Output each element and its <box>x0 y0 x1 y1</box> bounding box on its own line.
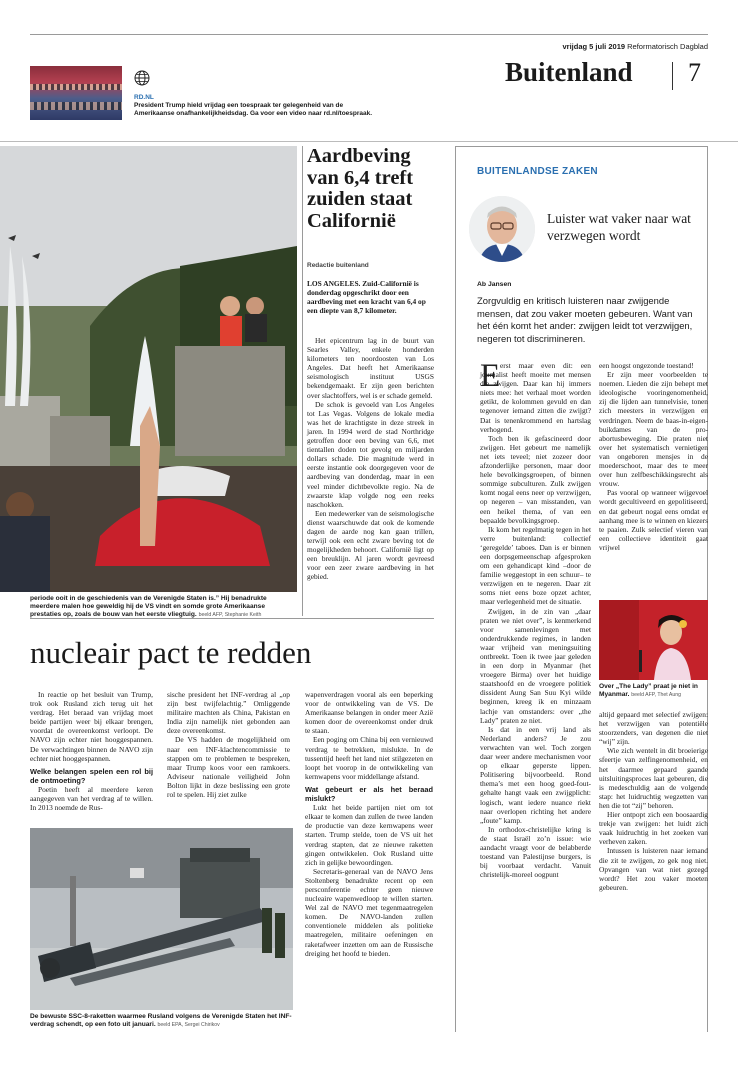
photo-missile <box>30 828 293 1010</box>
column-paragraph: Er zijn meer voorbeelden te noemen. Lieden die zijn behept met ideologische vooringenomenheid, zij die lijden aan tunnelvisie, tonen zich meesters in verzwijgen en verdringen. Neem de baas-in-eigen-buikdames van de pro-abortusbeweging. Die praten niet over het systematisch vernietigen van ongeboren mensjes in de moederschoot, maar des te meer over hun zelfbeschikkingsrecht als vrouw. <box>599 370 708 489</box>
promo-thumbnail[interactable] <box>30 66 122 120</box>
globe-icon <box>134 70 150 86</box>
column-paragraph: een hoogst ongezonde toestand! <box>599 361 694 370</box>
nuclear-col2 <box>167 690 290 799</box>
column-paragraph: Ik kom het regelmatig tegen in het verre buitenland: collectief ‘geregelde’ taboes. Dan is er binnen een dorpsgemeenschap afgesproken om een gehandicapt kind –door de familie weggestopt in een schuur– te verzwijgen en te negeren. Daar zit soms niet eens boze opzet achter, maar verlegenheid met de situatie. <box>480 524 591 607</box>
drop-cap: E <box>480 358 501 394</box>
photo-top <box>0 146 297 592</box>
photo-top-caption: periode ooit in de geschiedenis van de Verenigde Staten is.” Hij benadrukte meerdere malen hoe geweldig hij de VS vindt en somde grote Amerikaanse prestaties op, zoals de bouw van het eerste vliegtuig. beeld AFP, Stephanie Keith <box>30 595 267 619</box>
column-paragraph: altijd gepaard met selectief zwijgen: het verzwijgen van potentiële stoorzenders, van degenen die niet “wij” zijn. <box>599 710 708 747</box>
column-paragraph: Is dat in een vrij land als Nederland anders? Je zou verwachten van wel. Toch zorgen daar weer andere mechanismen voor op elkaar geperste lippen. Politisering bijvoorbeeld. Rond thema’s met een hoog goed-fout-gehalte hangt vaak een zwijgplicht: logisch, want iedere nuance riekt naar overlopen richting het andere „foute” kamp. <box>480 724 591 825</box>
title-divider <box>672 62 673 90</box>
earthquake-body <box>307 336 434 582</box>
nuclear-paragraph: In reactie op het besluit van Trump, trok ook Rusland zich terug uit het verdrag. Het beraad van vrijdag moet beide partijen weer bij elkaar brengen, voordat de overeenkomst verloopt. De NAVO zijn echter niet hooggespannen. De verwachtingen binnen de NAVO zijn echter niet hooggespannen. <box>30 690 153 763</box>
column-label: BUITENLANDSE ZAKEN <box>477 166 598 177</box>
nuclear-subhead: Welke belangen spelen een rol bij de ontmoeting? <box>30 766 153 785</box>
earthquake-divider <box>302 146 303 616</box>
top-rule <box>30 34 708 35</box>
column-title: Luister wat vaker naar wat verzwegen wordt <box>547 211 691 243</box>
earthquake-paragraph: De schok is gevoeld van Los Angeles tot Las Vegas. Volgens de lokale media was het de krachtigste in deze streek in jaren. In 1994 werd de stad Northridge getroffen door een beving van 6,6, met tientallen doden tot gevolg en miljarden dollars schade. Die magnitude werd in eerste instantie ook doorgegeven voor de aardbeving van donderdag, maar in een veel minder dichtbevolkte regio. Na de zwaarste klap volgde nog een reeks naschokken. <box>307 399 434 509</box>
nuclear-paragraph: sische president het INF-verdrag al „op zijn best twijfelachtig.” Omliggende militaire machten als China, Pakistan en India zijn namelijk niet gebonden aan deze overeenkomst. <box>167 690 290 736</box>
column-paragraph: erst maar even dit: een journalist heeft moeite met mensen die zwijgen. Daar kan hij immers niets mee: het verhaal moet worden getikt, de kolommen gevuld en dan tegenover iemand zitten die zwijgt? Dat is tenenkrommend en hartslag verhogend. <box>480 361 591 434</box>
column-paragraph: Zwijgen, in de zin van „daar praten we niet over”, is kenmerkend voor samenlevingen met onderdrukkende regimes, in landen waar vrijheid van meningsuiting ontbreekt. Toen ik twee jaar geleden in een dorp in Myanmar (het vroegere Birma) over het huidige staatshoofd en de vroegere politiek dissident Aung San Suu Kyi wilde beginnen, kreeg ik en minzaam lachje van omstanders: over „the Lady” praten ze niet. <box>480 606 591 725</box>
nuclear-paragraph: wapenverdragen vooral als een beperking voor de ontwikkeling van de VS. De Amerikaanse belangen in onder meer Azië komen door de overeenkomst onder druk te staan. <box>305 690 433 736</box>
photo-missile-caption: De bewuste SSC-8-raketten waarmee Rusland volgens de Verenigde Staten het INF-verdrag schendt, op een foto uit januari. beeld EPA, Sergei Chirikov <box>30 1013 292 1029</box>
column-paragraph: Intussen is luisteren naar iemand die zit te zwijgen, zo gek nog niet. Opvangen van wat niet gezegd wordt? Het zou vaker moeten gebeuren. <box>599 846 708 892</box>
nuclear-col1 <box>30 690 153 812</box>
nuclear-col3 <box>305 690 433 958</box>
photo-lady-caption: Over „The Lady” praat je niet in Myanmar. beeld AFP, Thet Aung <box>599 683 698 699</box>
earthquake-paragraph: Een medewerker van de seismologische dienst waarschuwde dat ook de komende dagen de aarde nog kan gaan trillen, terwijl ook een echt zware beving tot de mogelijkheden behoort. Californië ligt op een breuklijn. Al jaren wordt gevreesd voor een zeer zware aardbeving in het gebied. <box>307 508 434 582</box>
nuclear-paragraph: Een poging om China bij een vernieuwd verdrag te betrekken, mislukte. In de tussentijd heeft het land niet stilgezeten en loopt het voorop in de ontwikkeling van kernwapens voor middellange afstand. <box>305 735 433 781</box>
column-paragraph: Pas vooral op wanneer wijgevoel wordt gecultiveerd en gepolitiseerd, en dat gebeurt nogal eens omdat er aanhang mee is te winnen en kiezers te paaien. Zulk selectief vieren van een collectieve identiteit gaat vrijwel <box>599 488 708 552</box>
promo-rule <box>0 141 738 142</box>
column-col2 <box>599 361 708 552</box>
earthquake-headline: Aardbeving van 6,4 treft zuiden staat Californië <box>307 145 414 232</box>
nuclear-headline: nucleair pact te redden <box>30 635 312 670</box>
column-col2-after <box>599 710 708 892</box>
nuclear-top-rule <box>30 618 434 619</box>
page-number: 7 <box>688 58 701 87</box>
column-col1 <box>480 358 591 880</box>
nuclear-subhead: Wat gebeurt er als het beraad mislukt? <box>305 784 433 804</box>
column-author: Ab Jansen <box>477 281 512 288</box>
earthquake-lead: LOS ANGELES. Zuid-Californië is donderdag opgeschrikt door een aardbeving met een kracht van 6,4 op een diepte van 8,7 kilometer. <box>307 279 426 316</box>
section-title: Buitenland <box>505 57 633 87</box>
column-paragraph: Hier ontpopt zich een boosaardig trekje van zwijgen: het luidt zich vaak luidruchtig in het zoeken van verheven zaken. <box>599 810 708 847</box>
column-paragraph: Wie zich wentelt in dit broeierige sfeertje van zelfingenomenheid, en het daarmee gepaard gaande uitsluitingsproces laat gebeuren, die is medeschuldig aan de volgende stap: het luidruchtig wegzetten van hen die tot “zij” behoren. <box>599 746 708 810</box>
earthquake-paragraph: Het epicentrum lag in de buurt van Searles Valley, enkele honderden kilometers ten noordoosten van Los Angeles. Dat heeft het Amerikaanse seismologisch instituut USGS bekendgemaakt. Er zijn geen berichten over slachtoffers, wel is er schade gemeld. <box>307 336 434 400</box>
nuclear-paragraph: Poetin heeft al meerdere keren aangegeven van het verdrag af te willen. In 2013 noemde de Rus- <box>30 784 153 813</box>
nuclear-paragraph: Lukt het beide partijen niet om tot elkaar te komen dan zullen de twee landen de productie van deze kernwapens weer starten. Trump stelde, toen de VS uit het verdrag stapten, dat ze nieuwe raketten gingen ontwikkelen. Ook Rusland uitte zich in gelijke bewoordingen. <box>305 803 433 867</box>
photo-lady <box>599 600 708 680</box>
author-avatar <box>469 196 535 262</box>
earthquake-byline: Redactie buitenland <box>307 262 369 269</box>
column-paragraph: Toch ben ik gefascineerd door zwijgen. Het gebeurt me namelijk net iets teveel; niet zozeer door afzonderlijke personen, maar door hele bevolkingsgroepen, of binnen sommige subculturen. Zulk zwijgen komt nogal eens neer op verzwijgen, op negeren – van misstanden, van een heikel thema, of van een bepaalde bevolkingsgroep. <box>480 433 591 525</box>
column-paragraph: In orthodox-christelijke kring is de staat Israël zo’n issue: wie aandacht vraagt voor de belabberde toestand van Palestijnse burgers, is bij voorbaat verdacht. Vanuit christelijk-moreel oogpunt <box>480 824 591 880</box>
nuclear-paragraph: De VS hadden de mogelijkheid om naar een INF-klachtencommissie te stappen om te problemen te bespreken, maar Trump koos voor een ramkoers. Adviseur nationale veiligheid John Bolton lijkt in deze beslissing een grote rol te spelen. Hij ziet zulke <box>167 735 290 800</box>
promo-source[interactable]: RD.NL <box>134 94 154 101</box>
column-intro: Zorgvuldig en kritisch luisteren naar zwijgende mensen, dat zou vaker moeten gebeuren. Want van het één komt het ander: zwijgen leidt tot verzwijgen, negeren tot discrimineren. <box>477 295 693 344</box>
nuclear-paragraph: Secretaris-generaal van de NAVO Jens Stoltenberg benadrukte recent op een persconferentie echter geen nieuwe nucleaire wapenwedloop te willen starten. Wel zal de NAVO met tegenmaatregelen komen. De NAVO-landen zullen conventionele middelen als politieke maatregelen, militaire oefeningen en raketafweer inzetten om aan de Russische dreiging het hoofd te bieden. <box>305 866 433 958</box>
promo-text: President Trump hield vrijdag een toespraak ter gelegenheid van de Amerikaanse onafhankelijkheidsdag. Ga voor een video naar rd.nl/toespraak. <box>134 102 373 118</box>
dateline: vrijdag 5 juli 2019 Reformatorisch Dagblad <box>562 42 708 51</box>
